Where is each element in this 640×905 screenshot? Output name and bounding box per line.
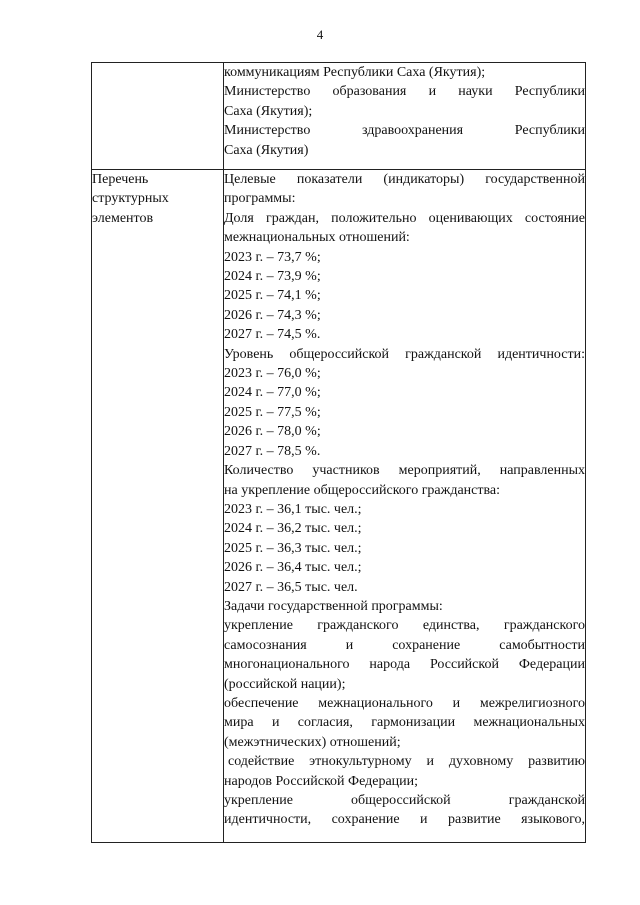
text-line: 2025 г. – 77,5 %; (224, 404, 321, 420)
text-line: Количество участников мероприятий, направленных (224, 463, 585, 479)
text-line: 2026 г. – 78,0 %; (224, 424, 321, 440)
text-line: 2025 г. – 36,3 тыс. чел.; (224, 540, 362, 556)
text-line: 2024 г. – 77,0 %; (224, 385, 321, 401)
table-row (92, 170, 586, 843)
text-line: многонационального народа Российской Федерации (224, 657, 585, 673)
text-line: (межэтнических) отношений; (224, 734, 401, 750)
label-line: элементов (92, 210, 154, 226)
text-line: мира и согласия, гармонизации межнациональных (224, 715, 585, 731)
text-line: 2025 г. – 74,1 %; (224, 288, 321, 304)
label-line: структурных (92, 191, 169, 207)
text-line: межнациональных отношений: (224, 230, 410, 246)
text-line: 2023 г. – 73,7 %; (224, 249, 321, 265)
text-line: народов Российской Федерации; (224, 773, 419, 789)
text-line: Уровень общероссийской гражданской идентичности: (224, 346, 585, 362)
row1-content-cell (224, 63, 586, 170)
text-line: на укрепление общероссийского гражданства: (224, 482, 501, 498)
text-line: обеспечение межнационального и межрелигиозного (224, 695, 585, 711)
table-row (92, 63, 586, 170)
page-number: 4 (316, 27, 324, 42)
text-line: самосознания и сохранение самобытности (224, 637, 585, 653)
text-line: 2026 г. – 74,3 %; (224, 307, 321, 323)
text-line: Саха (Якутия); (224, 103, 313, 119)
text-line: Целевые показатели (индикаторы) государственной (224, 172, 585, 187)
text-line: 2026 г. – 36,4 тыс. чел.; (224, 560, 362, 576)
text-line: 2027 г. – 74,5 %. (224, 327, 321, 343)
row2-label-cell (92, 170, 224, 843)
row2-content-cell (224, 170, 586, 843)
text-line: 2024 г. – 36,2 тыс. чел.; (224, 521, 362, 537)
text-line: 2023 г. – 36,1 тыс. чел.; (224, 501, 362, 517)
text-line: 2024 г. – 73,9 %; (224, 269, 321, 285)
label-line: Перечень (92, 172, 149, 187)
text-line: коммуникациям Республики Саха (Якутия); (224, 65, 486, 80)
text-line: Министерство образования и науки Республики (224, 84, 585, 100)
text-line: Министерство здравоохранения Республики (224, 123, 585, 139)
text-line: (российской нации); (224, 676, 346, 692)
text-line: 2027 г. – 36,5 тыс. чел. (224, 579, 358, 595)
text-line: Доля граждан, положительно оценивающих состояние (224, 210, 585, 226)
text-line: Саха (Якутия) (224, 142, 309, 158)
text-line: 2023 г. – 76,0 %; (224, 366, 321, 382)
text-line: программы: (224, 191, 296, 207)
text-line: содействие этнокультурному и духовному развитию (228, 754, 585, 770)
text-line: идентичности, сохранение и развитие языкового, (224, 812, 585, 828)
text-line: Задачи государственной программы: (224, 598, 443, 614)
text-line: укрепление общероссийской гражданской (224, 793, 585, 808)
text-line: 2027 г. – 78,5 %. (224, 443, 321, 459)
row1-label-cell (92, 63, 224, 170)
text-line: укрепление гражданского единства, гражданского (224, 618, 585, 634)
document-table (91, 62, 586, 843)
